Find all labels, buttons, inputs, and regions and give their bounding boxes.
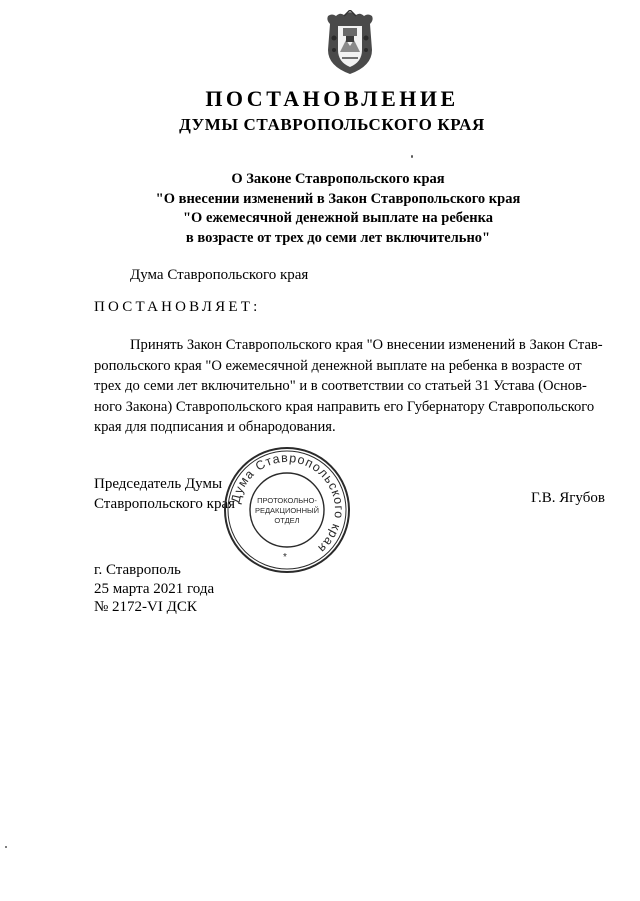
official-stamp [222, 445, 352, 575]
document-title: ПОСТАНОВЛЕНИЕ [205, 86, 459, 111]
subject-line: в возрасте от трех до семи лет включительно" [185, 229, 491, 246]
stamp-star: * [283, 552, 287, 563]
document-footer [94, 561, 214, 617]
resolves-heading: ПОСТАНОВЛЯЕТ: [94, 299, 261, 315]
paragraph-line: края для подписания и обнародования. [94, 419, 336, 435]
signatory-title-line: Председатель Думы [94, 476, 223, 492]
subject-line: "О ежемесячной денежной выплате на ребенка [182, 210, 493, 226]
scan-speck [5, 846, 7, 848]
stamp-center-line: ОТДЕЛ [274, 516, 300, 525]
stamp-center-line: РЕДАКЦИОННЫЙ [254, 506, 320, 515]
date-text: 25 марта 2021 года [94, 580, 215, 597]
paragraph-line: трех до семи лет включительно" и в соответствии со статьей 31 Устава (Основ- [94, 378, 587, 394]
scan-speck [411, 155, 413, 158]
subject-heading [0, 170, 640, 248]
subject-line: "О внесении изменений в Закон Ставропольского края [155, 190, 521, 207]
place-text: г. Ставрополь [94, 562, 181, 578]
paragraph-line: Принять Закон Ставропольского края "О внесении изменений в Закон Став- [130, 337, 603, 353]
document-number: № 2172-VI ДСК [94, 599, 197, 615]
subject-line: О Законе Ставропольского края [231, 171, 445, 187]
stamp-center-line: ПРОТОКОЛЬНО- [257, 496, 317, 505]
stamp-ring-text: Дума Ставропольского края [228, 450, 347, 557]
issuer-text: Дума Ставропольского края [130, 267, 309, 283]
coat-of-arms-icon [322, 10, 378, 76]
document-subtitle: ДУМЫ СТАВРОПОЛЬСКОГО КРАЯ [179, 115, 485, 134]
paragraph-line: ропольского края "О ежемесячной денежной выплате на ребенка в возрасте от [94, 357, 582, 374]
paragraph-line: ного Закона) Ставропольского края направить его Губернатору Ставропольского [94, 398, 595, 415]
signatory-title-line: Ставропольского края [94, 496, 235, 512]
resolution-paragraph [94, 335, 614, 438]
signatory-name: Г.В. Ягубов [531, 490, 605, 506]
signatory-title [94, 474, 235, 514]
